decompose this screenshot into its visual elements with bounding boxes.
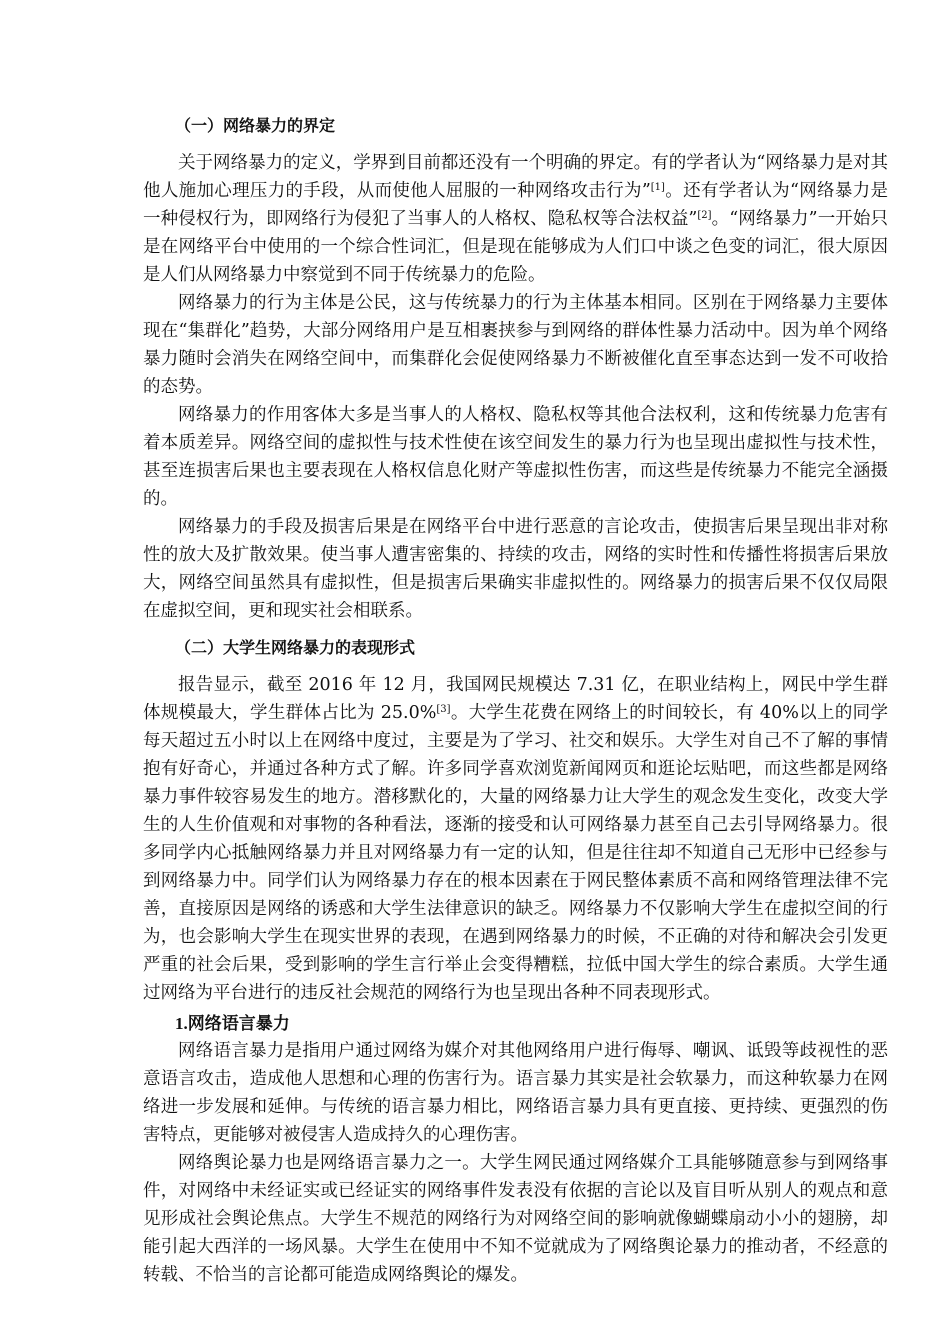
- section-heading-definition: （一）网络暴力的界定: [175, 116, 336, 135]
- paragraph-text: 关于网络暴力的定义，学界到目前都还没有一个明确的界定。有的学者认为“网络暴力是对其他人施加心理压力的手段，从而使他人屈服的一种网络攻击行为”: [143, 153, 888, 201]
- paragraph-text: 报告显示，截至 2016 年 12 月，我国网民规模达 7.31 亿，在职业结构上，网民中学生群体规模最大，学生群体占比为 25.0%: [143, 675, 888, 723]
- paragraph-object: 网络暴力的作用客体大多是当事人的人格权、隐私权等其他合法权利，这和传统暴力危害有着本质差异。网络空间的虚拟性与技术性使在该空间发生的暴力行为也呈现出虚拟性与技术性，甚至连损害后果也主要表现在人格权信息化财产等虚拟性伤害，而这些是传统暴力不能完全涵摄的。: [143, 405, 888, 509]
- paragraph-text: 。还有学者认为“网络暴力是一种侵权行为，即网络行为侵犯了当事人的人格权、隐私权等合法权益”: [143, 181, 888, 229]
- paragraph-definition: [143, 149, 888, 289]
- paragraph-text: 。“网络暴力”一开始只是在网络平台中使用的一个综合性词汇，但是现在能够成为人们口中谈之色变的词汇，很大原因是人们从网络暴力中察觉到不同于传统暴力的危险。: [143, 209, 888, 285]
- citation-2: [2]: [697, 210, 712, 221]
- paragraph-text: 。大学生花费在网络上的时间较长，有 40%以上的同学每天超过五小时以上在网络中度过，主要是为了学习、社交和娱乐。大学生对自己不了解的事情抱有好奇心，并通过各种方式了解。许多同学喜欢浏览新闻网页和逛论坛贴吧，而这些都是网络暴力事件较容易发生的地方。潜移默化的，大量的网络暴力让大学生的观念发生变化，改变大学生的人生价值观和对事物的各种看法，逐渐的接受和认可网络暴力甚至自己去引导网络暴力。很多同学内心抵触网络暴力并且对网络暴力有一定的认知，但是往往却不知道自己无形中已经参与到网络暴力中。同学们认为网络暴力存在的根本因素在于网民整体素质不高和网络管理法律不完善，直接原因是网络的诱惑和大学生法律意识的缺乏。网络暴力不仅影响大学生在虚拟空间的行为，也会影响大学生在现实世界的表现，在遇到网络暴力的时候，不正确的对待和解决会引发更严重的社会后果，受到影响的学生言行举止会变得糟糕，拉低中国大学生的综合素质。大学生通过网络为平台进行的违反社会规范的网络行为也呈现出各种不同表现形式。: [143, 703, 888, 1003]
- document-page: [143, 105, 888, 1289]
- paragraph-opinion-violence: 网络舆论暴力也是网络语言暴力之一。大学生网民通过网络媒介工具能够随意参与到网络事件，对网络中未经证实或已经证实的网络事件发表没有依据的言论以及盲目听从别人的观点和意见形成社会舆论焦点。大学生不规范的网络行为对网络空间的影响就像蝴蝶扇动小小的翅膀，却能引起大西洋的一场风暴。大学生在使用中不知不觉就成为了网络舆论暴力的推动者，不经意的转载、不恰当的言论都可能造成网络舆论的爆发。: [143, 1153, 888, 1285]
- paragraph-report: [143, 671, 888, 1007]
- paragraph-language-violence: 网络语言暴力是指用户通过网络为媒介对其他网络用户进行侮辱、嘲讽、诋毁等歧视性的恶意语言攻击，造成他人思想和心理的伤害行为。语言暴力其实是社会软暴力，而这种软暴力在网络进一步发展和延伸。与传统的语言暴力相比，网络语言暴力具有更直接、更持续、更强烈的伤害特点，更能够对被侵害人造成持久的心理伤害。: [143, 1041, 888, 1145]
- section-heading-forms: （二）大学生网络暴力的表现形式: [175, 638, 416, 657]
- paragraph-subject: 网络暴力的行为主体是公民，这与传统暴力的行为主体基本相同。区别在于网络暴力主要体现在“集群化”趋势，大部分网络用户是互相裹挟参与到网络的群体性暴力活动中。因为单个网络暴力随时会消失在网络空间中，而集群化会促使网络暴力不断被催化直至事态达到一发不可收拾的态势。: [143, 293, 888, 397]
- paragraph-means: 网络暴力的手段及损害后果是在网络平台中进行恶意的言论攻击，使损害后果呈现出非对称性的放大及扩散效果。使当事人遭害密集的、持续的攻击，网络的实时性和传播性将损害后果放大，网络空间虽然具有虚拟性，但是损害后果确实非虚拟性的。网络暴力的损害后果不仅仅局限在虚拟空间，更和现实社会相联系。: [143, 517, 888, 621]
- citation-1: [1]: [650, 182, 665, 193]
- citation-3: [3]: [436, 704, 451, 715]
- subsection-heading-language-violence: 1.网络语言暴力: [175, 1014, 290, 1033]
